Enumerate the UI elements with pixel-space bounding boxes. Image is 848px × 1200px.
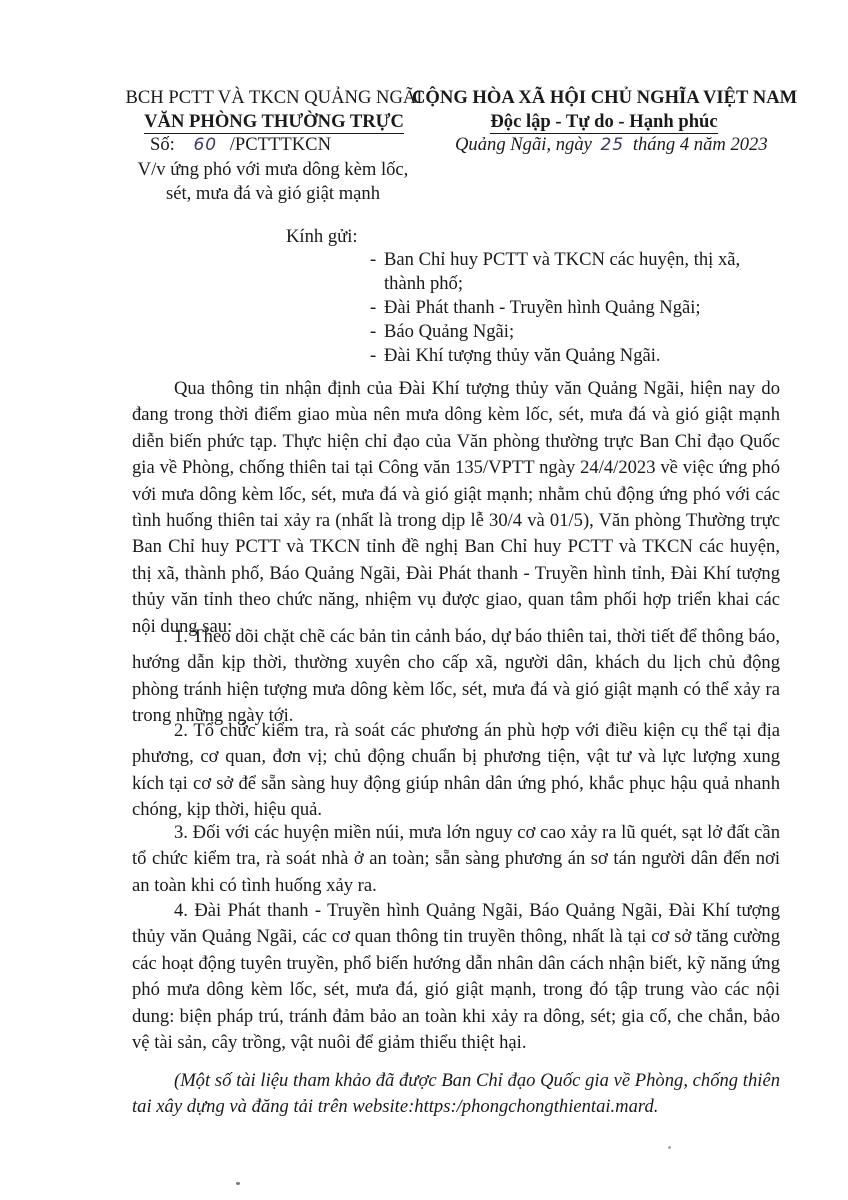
item-paragraph-4: 4. Đài Phát thanh - Truyền hình Quảng Ngãi, Báo Quảng Ngãi, Đài Khí tượng thủy văn Quảng Ngãi, các cơ quan thông tin truyền thông, nhất là tại cơ sở tăng cường các hoạt động tuyên truyền, phổ biến hướng dẫn nhân dân cách nhận biết, kỹ năng ứng phó mưa dông kèm lốc, sét, mưa đá, gió giật mạnh, trong đó tập trung vào các nội dung: biện pháp trú, tránh đảm bảo an toàn khi xảy ra dông, sét; gia cố, che chắn, bảo vệ tài sản, cây trồng, vật nuôi để giảm thiểu thiệt hại. <box>132 900 780 1054</box>
office-name: VĂN PHÒNG THƯỜNG TRỰC <box>144 111 404 132</box>
item-paragraph-3: 3. Đối với các huyện miền núi, mưa lớn nguy cơ cao xảy ra lũ quét, sạt lở đất cần tổ chức kiểm tra, rà soát nhà ở an toàn; sẵn sàng phương án sơ tán người dân đến nơi an toàn khi có tình huống xảy ra. <box>132 822 780 896</box>
document-subject <box>123 158 423 206</box>
subject-line: sét, mưa đá và gió giật mạnh <box>165 183 381 204</box>
greeting: Kính gửi: <box>286 226 358 247</box>
number-prefix: Số: <box>150 134 175 155</box>
recipient-item: - Báo Quảng Ngãi; <box>370 321 515 342</box>
intro-paragraph: Qua thông tin nhận định của Đài Khí tượng thủy văn Quảng Ngãi, hiện nay do đang trong thời điểm giao mùa nên mưa dông kèm lốc, sét, mưa đá và gió giật mạnh diễn biến phức tạp. Thực hiện chỉ đạo của Văn phòng thường trực Ban Chỉ đạo Quốc gia về Phòng, chống thiên tai tại Công văn 135/VPTT ngày 24/4/2023 về việc ứng phó với mưa dông kèm lốc, sét, mưa đá và gió giật mạnh; nhằm chủ động ứng phó với các tình huống thiên tai xảy ra (nhất là trong dịp lễ 30/4 và 01/5), Văn phòng Thường trực Ban Chỉ huy PCTT và TKCN tỉnh đề nghị Ban Chỉ huy PCTT và TKCN các huyện, thị xã, thành phố, Báo Quảng Ngãi, Đài Phát thanh - Truyền hình tỉnh, Đài Khí tượng thủy văn tỉnh theo chức năng, nhiệm vụ được giao, quan tâm phối hợp triển khai các nội dung sau: <box>132 378 780 637</box>
recipient-item: - Ban Chỉ huy PCTT và TKCN các huyện, thị xã, <box>370 249 741 270</box>
document-date <box>455 134 768 156</box>
recipient-item: - Đài Phát thanh - Truyền hình Quảng Ngãi; <box>370 297 701 318</box>
recipient-item: - Đài Khí tượng thủy văn Quảng Ngãi. <box>370 345 661 366</box>
reference-note: (Một số tài liệu tham khảo đã được Ban Chỉ đạo Quốc gia về Phòng, chống thiên tai xây dựng và đăng tải trên website:https:/phongchongthientai.mard. <box>132 1070 780 1118</box>
number-suffix: /PCTTTKCN <box>229 134 332 155</box>
issuing-agency-block <box>104 86 444 134</box>
date-suffix: tháng 4 năm 2023 <box>632 134 768 155</box>
document-number <box>150 134 331 156</box>
agency-name: BCH PCTT VÀ TKCN QUẢNG NGÃI <box>125 87 423 108</box>
date-day-handwritten: 25 <box>600 135 625 155</box>
motto: Độc lập - Tự do - Hạnh phúc <box>490 111 718 132</box>
scan-speck <box>236 1182 240 1185</box>
item-paragraph-2: 2. Tổ chức kiểm tra, rà soát các phương án phù hợp với điều kiện cụ thể tại địa phương, cơ quan, đơn vị; chủ động chuẩn bị phương tiện, vật tư và lực lượng xung kích tại cơ sở để sẵn sàng huy động giúp nhân dân ứng phó, khắc phục hậu quả nhanh chóng, kịp thời, hiệu quả. <box>132 720 780 821</box>
scan-speck <box>668 1146 671 1149</box>
item-paragraph-1: 1. Theo dõi chặt chẽ các bản tin cảnh báo, dự báo thiên tai, thời tiết để thông báo, hướng dẫn kịp thời, thường xuyên cho cấp xã, người dân, khách du lịch chủ động phòng tránh hiện tượng mưa dông kèm lốc, sét, mưa đá và gió giật mạnh có thể xảy ra trong những ngày tới. <box>132 626 780 727</box>
national-motto-block <box>412 86 796 134</box>
date-prefix: Quảng Ngãi, ngày <box>455 134 592 155</box>
nation-name: CỘNG HÒA XÃ HỘI CHỦ NGHĨA VIỆT NAM <box>412 87 798 108</box>
recipient-item-continued: thành phố; <box>384 273 464 294</box>
number-handwritten: 60 <box>193 135 218 155</box>
subject-line: V/v ứng phó với mưa dông kèm lốc, <box>137 159 409 180</box>
